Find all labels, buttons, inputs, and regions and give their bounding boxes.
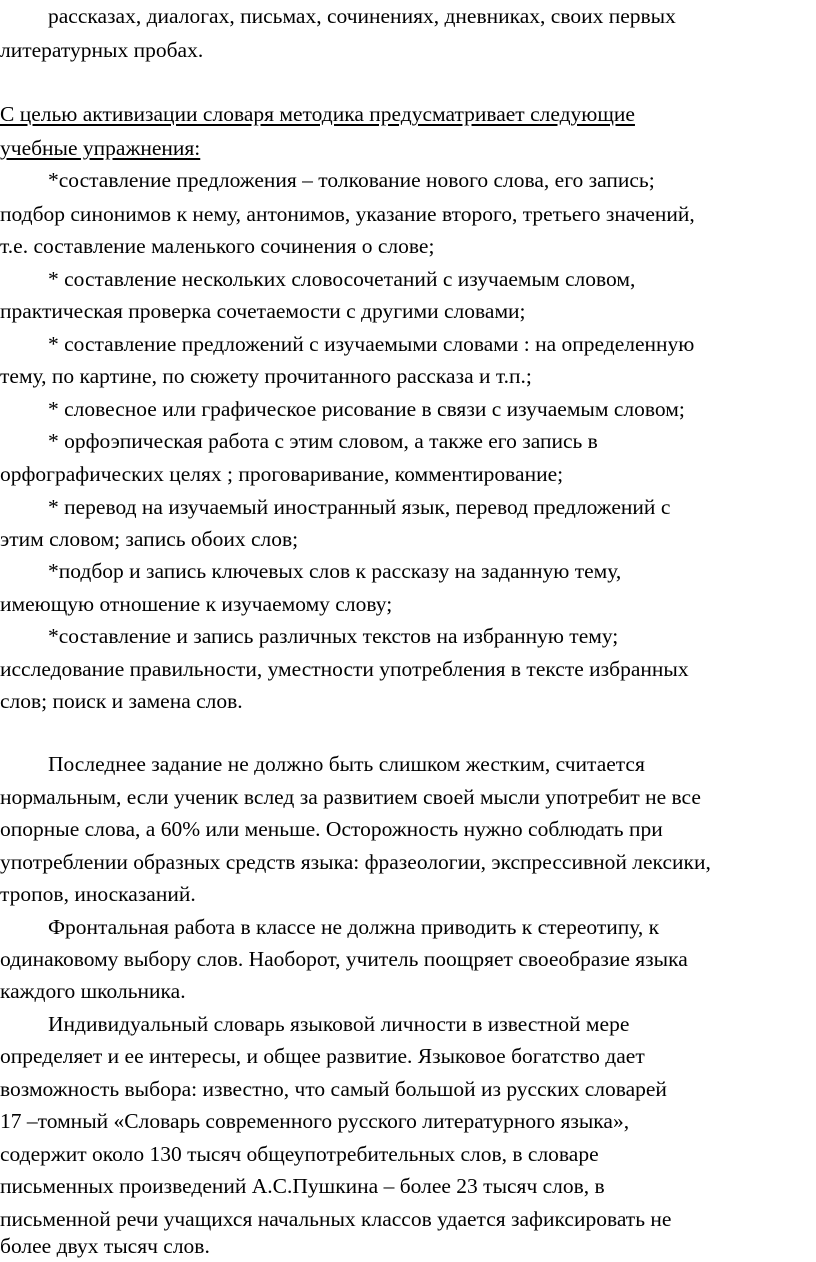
list-item-line: орфографических целях ; проговаривание, комментирование;: [0, 462, 564, 486]
text-line: опорные слова, а 60% или меньше. Осторожность нужно соблюдать при: [0, 817, 663, 841]
list-item-line: * словесное или графическое рисование в связи с изучаемым словом;: [48, 397, 685, 421]
text-line: определяет и ее интересы, и общее развитие. Языковое богатство дает: [0, 1044, 645, 1068]
list-item-line: слов; поиск и замена слов.: [0, 689, 243, 713]
list-item-line: * составление нескольких словосочетаний с изучаемым словом,: [48, 267, 636, 291]
text-line: возможность выбора: известно, что самый большой из русских словарей: [0, 1077, 667, 1101]
list-item-line: *составление и запись различных текстов на избранную тему;: [48, 624, 619, 648]
list-item-line: *подбор и запись ключевых слов к рассказу на заданную тему,: [48, 559, 622, 583]
text-line: содержит около 130 тысяч общеупотребительных слов, в словаре: [0, 1142, 599, 1166]
list-item-line: * составление предложений с изучаемыми словами : на определенную: [48, 332, 695, 356]
list-item-line: * перевод на изучаемый иностранный язык, перевод предложений с: [48, 495, 671, 519]
list-item-line: тему, по картине, по сюжету прочитанного рассказа и т.п.;: [0, 364, 532, 388]
text-line: письменных произведений А.С.Пушкина – более 23 тысяч слов, в: [0, 1174, 605, 1198]
text-line: употреблении образных средств языка: фразеологии, экспрессивной лексики,: [0, 850, 711, 874]
list-item-line: подбор синонимов к нему, антонимов, указание второго, третьего значений,: [0, 202, 695, 226]
list-item-line: *составление предложения – толкование нового слова, его запись;: [48, 168, 655, 192]
list-item-line: исследование правильности, уместности употребления в тексте избранных: [0, 657, 689, 681]
text-line: 17 –томный «Словарь современного русского литературного языка»,: [0, 1109, 630, 1133]
text-line: нормальным, если ученик вслед за развитием своей мысли употребит не все: [0, 785, 701, 809]
text-line: более двух тысяч слов.: [0, 1234, 210, 1258]
text-line: письменной речи учащихся начальных классов удается зафиксировать не: [0, 1207, 672, 1231]
text-line: тропов, иносказаний.: [0, 882, 196, 906]
list-item-line: т.е. составление маленького сочинения о слове;: [0, 234, 435, 258]
list-item-line: имеющую отношение к изучаемому слову;: [0, 592, 393, 616]
section-heading-line: учебные упражнения:: [0, 136, 201, 160]
text-line: одинаковому выбору слов. Наоборот, учитель поощряет своеобразие языка: [0, 947, 688, 971]
text-line: Последнее задание не должно быть слишком жестким, считается: [48, 752, 645, 776]
text-line: каждого школьника.: [0, 979, 186, 1003]
list-item-line: * орфоэпическая работа с этим словом, а также его запись в: [48, 429, 598, 453]
text-line: Фронтальная работа в классе не должна приводить к стереотипу, к: [48, 915, 660, 939]
list-item-line: этим словом; запись обоих слов;: [0, 527, 299, 551]
text-line: рассказах, диалогах, письмах, сочинениях, дневниках, своих первых: [48, 4, 676, 28]
list-item-line: практическая проверка сочетаемости с другими словами;: [0, 299, 526, 323]
text-line: Индивидуальный словарь языковой личности в известной мере: [48, 1012, 630, 1036]
text-line: литературных пробах.: [0, 38, 204, 62]
section-heading-line: С целью активизации словаря методика предусматривает следующие: [0, 102, 635, 126]
